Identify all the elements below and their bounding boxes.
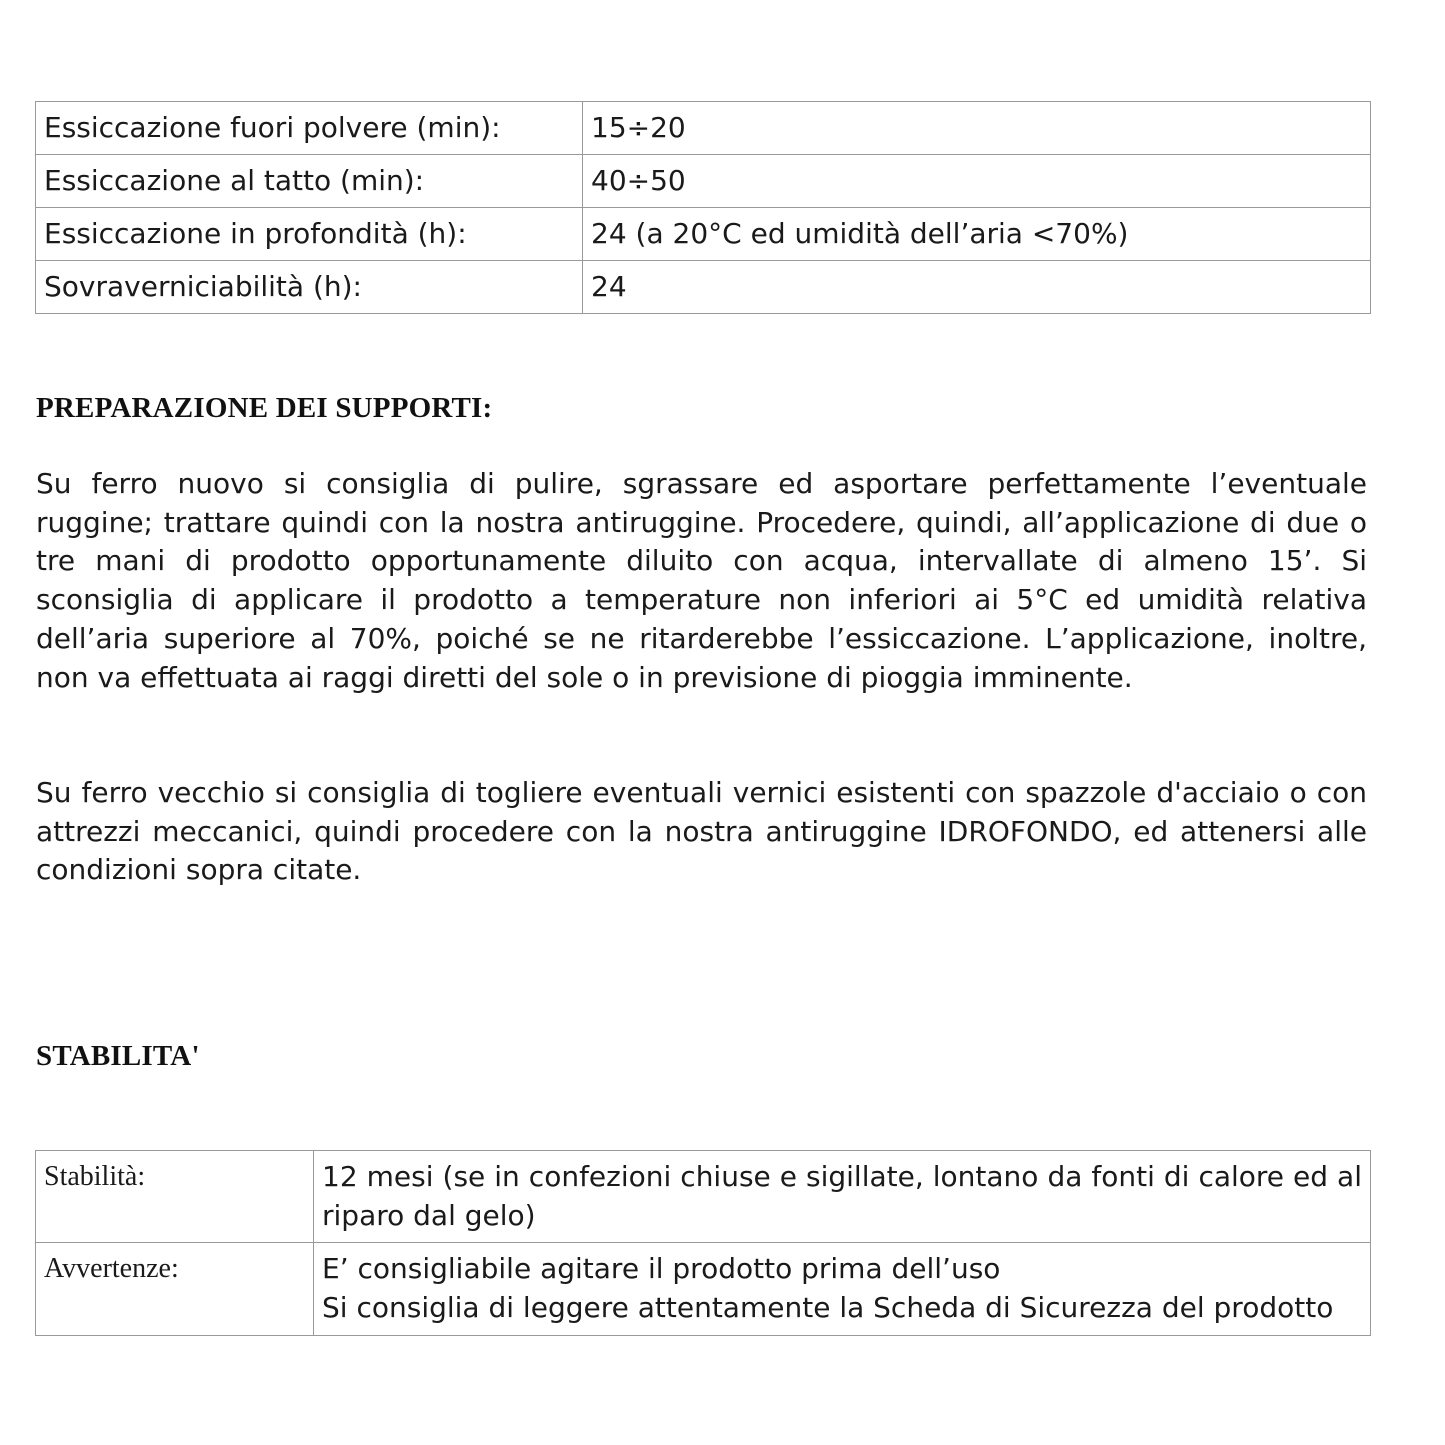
table-cell-value	[314, 1151, 1371, 1243]
table-row	[36, 208, 1371, 261]
table-row	[36, 102, 1371, 155]
table-cell-value: 15÷20	[583, 102, 1371, 155]
section-heading-stability: STABILITA'	[36, 1040, 200, 1072]
section-heading-preparation: PREPARAZIONE DEI SUPPORTI:	[36, 392, 493, 424]
paragraph-new-iron: Su ferro nuovo si consiglia di pulire, sgrassare ed asportare perfettamente l’eventuale ruggine; trattare quindi con la nostra antiruggine. Procedere, quindi, all’applicazione di due o tre mani di prodotto opportunamente diluito con acqua, intervallate di almeno 15’. Si sconsiglia di applicare il prodotto a temperature non inferiori ai 5°C ed umidità relativa dell’aria superiore al 70%, poiché se ne ritarderebbe l’essiccazione. L’applicazione, inoltre, non va effettuata ai raggi diretti del sole o in previsione di pioggia imminente.	[36, 467, 1367, 694]
table-cell-label: Avvertenze:	[36, 1243, 314, 1335]
drying-times-table	[35, 101, 1371, 314]
stability-table	[35, 1150, 1371, 1336]
table-cell-value: 40÷50	[583, 155, 1371, 208]
table-cell-label: Sovraverniciabilità (h):	[36, 261, 583, 314]
table-cell-label: Essiccazione in profondità (h):	[36, 208, 583, 261]
table-cell-label: Essiccazione al tatto (min):	[36, 155, 583, 208]
table-row	[36, 1151, 1371, 1243]
value-line: 12 mesi (se in confezioni chiuse e sigillate, lontano da fonti di calore ed al riparo dal gelo)	[322, 1160, 1362, 1232]
table-cell-value: 24 (a 20°C ed umidità dell’aria <70%)	[583, 208, 1371, 261]
table-cell-value	[314, 1243, 1371, 1335]
value-line: E’ consigliabile agitare il prodotto prima dell’uso	[322, 1252, 1001, 1286]
paragraph-old-iron: Su ferro vecchio si consiglia di togliere eventuali vernici esistenti con spazzole d'acciaio o con attrezzi meccanici, quindi procedere con la nostra antiruggine IDROFONDO, ed attenersi alle condizioni sopra citate.	[36, 776, 1367, 887]
table-cell-label: Stabilità:	[36, 1151, 314, 1243]
table-cell-label: Essiccazione fuori polvere (min):	[36, 102, 583, 155]
value-line: Si consiglia di leggere attentamente la Scheda di Sicurezza del prodotto	[322, 1291, 1334, 1325]
table-cell-value: 24	[583, 261, 1371, 314]
table-row	[36, 261, 1371, 314]
table-row	[36, 1243, 1371, 1335]
table-row	[36, 155, 1371, 208]
